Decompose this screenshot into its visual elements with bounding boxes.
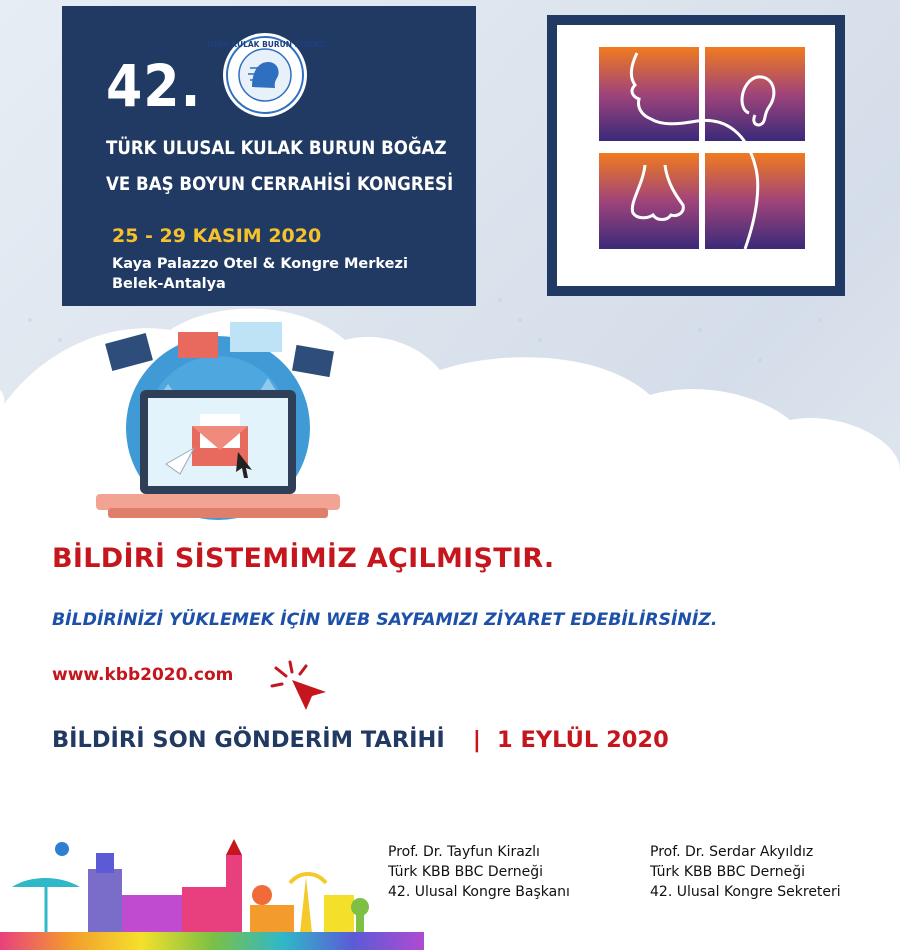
ent-logo-frame xyxy=(547,15,845,296)
headline: BİLDİRİ SİSTEMİMİZ AÇILMIŞTIR. xyxy=(52,543,555,574)
deadline-row xyxy=(52,727,669,753)
rainbow-strip xyxy=(0,932,424,950)
cursor-click-icon xyxy=(270,660,330,710)
signature-org: Türk KBB BBC Derneği xyxy=(650,864,806,880)
title-line-1: TÜRK ULUSAL KULAK BURUN BOĞAZ xyxy=(106,138,447,159)
signature-name: Prof. Dr. Tayfun Kirazlı xyxy=(388,844,540,860)
signature-role: 42. Ulusal Kongre Sekreteri xyxy=(650,884,841,900)
signature-role: 42. Ulusal Kongre Başkanı xyxy=(388,884,570,900)
title-line-2: VE BAŞ BOYUN CERRAHİSİ KONGRESİ xyxy=(106,174,454,195)
congress-header xyxy=(62,6,476,306)
seal-logo-icon xyxy=(205,32,325,118)
venue-line-1: Kaya Palazzo Otel & Kongre Merkezi xyxy=(112,256,408,272)
svg-text:TÜRK KULAK BURUN BOĞAZ: TÜRK KULAK BURUN BOĞAZ xyxy=(205,40,325,49)
congress-date: 25 - 29 KASIM 2020 xyxy=(112,225,322,247)
congress-number: 42. xyxy=(106,52,202,120)
subline: BİLDİRİNİZİ YÜKLEMEK İÇİN WEB SAYFAMIZI ZİYARET EDEBİLİRSİNİZ. xyxy=(52,610,718,630)
deadline-date: 1 EYLÜL 2020 xyxy=(496,727,669,753)
signature-name: Prof. Dr. Serdar Akyıldız xyxy=(650,844,814,860)
deadline-separator: | xyxy=(472,727,481,753)
ent-logo-icon xyxy=(557,25,835,286)
deadline-label: BİLDİRİ SON GÖNDERİM TARİHİ xyxy=(52,727,445,753)
antalya-skyline-icon xyxy=(0,835,424,935)
signature-secretary xyxy=(650,842,841,902)
email-laptop-icon xyxy=(88,318,348,528)
signature-org: Türk KBB BBC Derneği xyxy=(388,864,544,880)
venue-line-2: Belek-Antalya xyxy=(112,276,226,292)
website-link[interactable]: www.kbb2020.com xyxy=(52,665,234,685)
